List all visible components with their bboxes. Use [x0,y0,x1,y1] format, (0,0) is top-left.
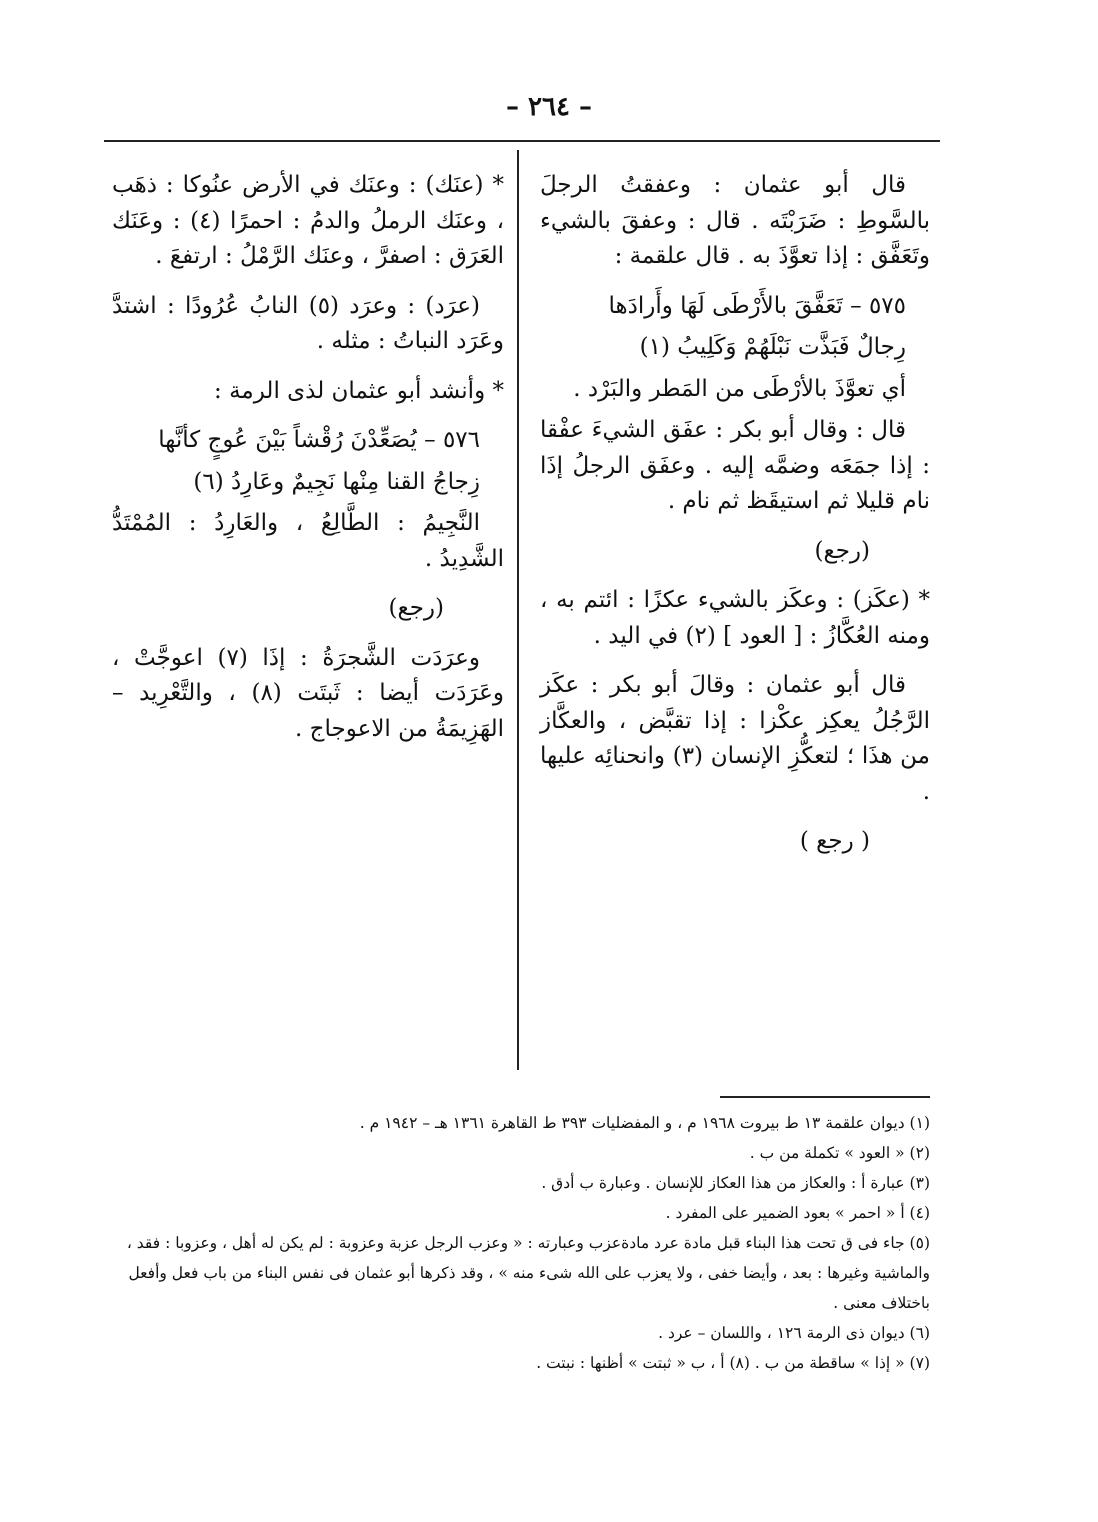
verse-line: زِجاجُ القنا مِنْها نَجِيمٌ وعَارِدُ (٦) [193,468,480,495]
paragraph: قال أبو عثمان : وعفقتُ الرجلَ بالسَّوطِ : ضَرَبْتَه . قال : وعفقَ بالشيء وتَعَفَّق : إذا تعوَّذَ به . قال علقمة : [540,172,930,269]
footnote: (١) ديوان علقمة ١٣ ط بيروت ١٩٦٨ م ، و المفضليات ٣٩٣ ط القاهرة ١٣٦١ هـ – ١٩٤٢ م . [359,1114,930,1132]
column-divider [517,150,519,1070]
paragraph: وعرَدَت الشَّجرَةُ : إذَا (٧) اعوجَّتْ ، وعَرَدَت أيضا : ثَبتَت (٨) ، والتَّعْرِيد – الهَزِيمَةُ من الاعوجاج . [112,644,504,742]
page-number: – ٢٦٤ – [505,92,593,122]
footnote: (٤) أ « احمر » بعود الضمير على المفرد . [665,1204,930,1222]
footnote: (٢) « العود » تكملة من ب . [749,1144,930,1162]
verse-line: ٥٧٦ – يُصَعِّدْنَ رُقْشاً بَيْنَ عُوجٍ كأنَّها [158,427,480,453]
footnote-rule [720,1096,930,1098]
right-column [540,168,930,874]
verse-line: رِجالٌ فَبَذَّت نَبْلَهُمْ وَكَلِيبُ (١) [639,334,906,360]
section-heading: (رجع) [814,537,870,564]
footnote: (٥) جاء فى ق تحت هذا البناء قبل مادة عرد مادةعزب وعبارته : « وعزب الرجل عزبة وعزوبة : لم يكن له أهل ، وعزوبا : فقد ، والماشية وغيرها : بعد ، وأيضا خفى ، ولا يعزب على الله شىء منه » ، وقد ذكرها أبو عثمان فى نفس البناء من باب فعل وأفعل باختلاف معنى . [126,1234,930,1312]
section-heading: (رجع) [388,595,444,621]
footnote: (٧) « إذا » ساقطة من ب . (٨) أ ، ب « ثبتت » أظنها : نبتت . [536,1354,930,1372]
paragraph: قال أبو عثمان : وقالَ أبو بكر : عكَز الرَّجُلُ يعكِز عكْزا : إذا تقبَّض ، والعكَّاز من هذَا ؛ لتعكُّزِ الإنسان (٣) وانحنائِه عليها . [540,672,930,805]
footnote: (٦) ديوان ذى الرمة ١٢٦ ، واللسان – عرد . [658,1324,930,1342]
paragraph: قال : وقال أبو بكر : عفَق الشيءَ عفْقا : إذا جمَعَه وضمَّه إليه . وعفَق الرجلُ إذَا نام قليلا ثم استيقَظ ثم نام . [540,417,930,514]
paragraph: أي تعوَّذَ بالأرْطَى من المَطر والبَرْد . [573,375,906,402]
verse-line: ٥٧٥ – تَعَفَّقَ بالأَرْطَى لَهَا وأَرادَها [608,292,906,319]
paragraph: * (عنَك) : وعنَك في الأرض عنُوكا : ذهَب ، وعنَك الرملُ والدمُ : احمرًا (٤) : وعَنَك العَرَق : اصفرَّ ، وعنَك الرَّمْلُ : ارتفعَ . [112,172,505,269]
paragraph: (عرَد) : وعرَد (٥) النابُ عُرُودًا : اشتدَّ وعَرَد النباتُ : مثله . [112,292,504,354]
section-heading: ( رجع ) [799,828,870,854]
left-column [112,168,504,761]
footnotes [110,1108,930,1378]
paragraph: * (عكَز) : وعكَز بالشيء عكزًا : ائتم به ، ومنه العُكَّازُ : [ العود ] (٢) في اليد . [540,587,930,649]
paragraph: النَّجِيمُ : الطَّالِعُ ، والعَارِدُ : المُمْتَدُّ الشَّدِيدُ . [112,510,504,572]
header-rule [104,140,940,142]
paragraph: * وأنشد أبو عثمان لذى الرمة : [214,377,504,404]
footnote: (٣) عبارة أ : والعكاز من هذا العكاز للإنسان . وعبارة ب أدق . [541,1174,930,1192]
